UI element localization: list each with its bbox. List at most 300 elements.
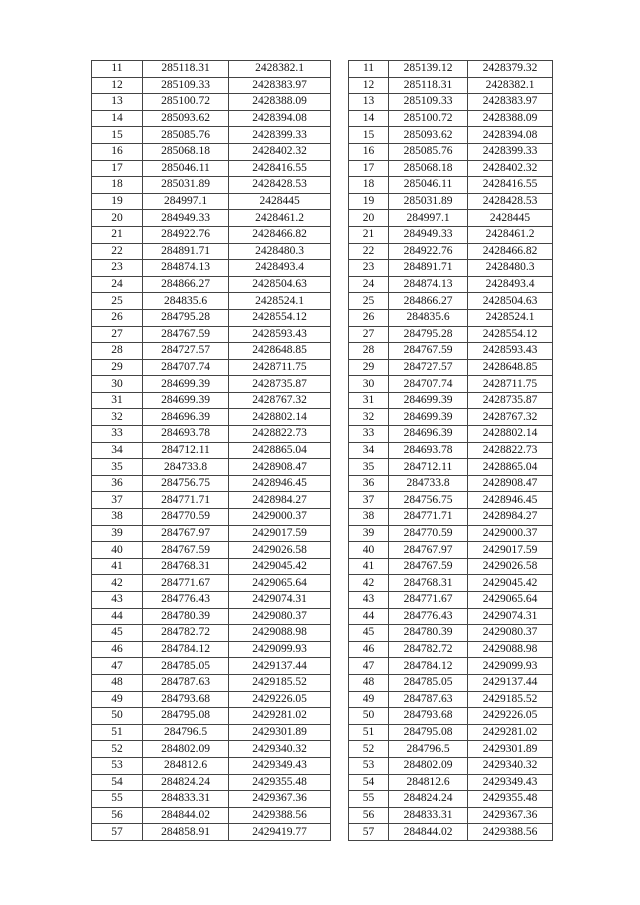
y-coordinate-cell: 2428428.53 [468, 193, 553, 210]
point-number-cell: 44 [349, 608, 389, 625]
x-coordinate-cell: 284795.28 [142, 309, 228, 326]
point-number-cell: 50 [92, 708, 143, 725]
table-row [92, 61, 331, 78]
table-row [349, 326, 553, 343]
x-coordinate-cell: 284795.28 [389, 326, 468, 343]
point-number-cell: 45 [92, 625, 143, 642]
x-coordinate-cell: 284776.43 [142, 592, 228, 609]
point-number-cell: 15 [92, 127, 143, 144]
y-coordinate-cell: 2429088.98 [468, 641, 553, 658]
x-coordinate-cell: 285046.11 [389, 177, 468, 194]
y-coordinate-cell: 2428711.75 [468, 376, 553, 393]
point-number-cell: 21 [349, 226, 389, 243]
point-number-cell: 36 [92, 475, 143, 492]
table-row [349, 525, 553, 542]
table-row [349, 376, 553, 393]
table-row [92, 110, 331, 127]
x-coordinate-cell: 284727.57 [389, 359, 468, 376]
table-row [92, 326, 331, 343]
y-coordinate-cell: 2429099.93 [468, 658, 553, 675]
x-coordinate-cell: 284733.8 [142, 459, 228, 476]
y-coordinate-cell: 2429349.43 [468, 774, 553, 791]
y-coordinate-cell: 2428908.47 [468, 475, 553, 492]
y-coordinate-cell: 2428383.97 [468, 94, 553, 111]
y-coordinate-cell: 2428711.75 [229, 359, 331, 376]
y-coordinate-cell: 2428554.12 [229, 309, 331, 326]
x-coordinate-cell: 284785.05 [142, 658, 228, 675]
table-row [349, 110, 553, 127]
point-number-cell: 19 [349, 193, 389, 210]
x-coordinate-cell: 284767.59 [142, 326, 228, 343]
y-coordinate-cell: 2428402.32 [468, 160, 553, 177]
x-coordinate-cell: 285093.62 [142, 110, 228, 127]
y-coordinate-cell: 2428504.63 [468, 293, 553, 310]
table-row [92, 376, 331, 393]
point-number-cell: 47 [349, 658, 389, 675]
table-row [92, 741, 331, 758]
point-number-cell: 49 [349, 691, 389, 708]
x-coordinate-cell: 284756.75 [142, 475, 228, 492]
point-number-cell: 24 [92, 276, 143, 293]
point-number-cell: 55 [92, 791, 143, 808]
x-coordinate-cell: 284771.71 [142, 492, 228, 509]
table-row [92, 558, 331, 575]
x-coordinate-cell: 284874.13 [142, 260, 228, 277]
point-number-cell: 42 [92, 575, 143, 592]
point-number-cell: 32 [92, 409, 143, 426]
point-number-cell: 37 [92, 492, 143, 509]
y-coordinate-cell: 2428493.4 [468, 276, 553, 293]
x-coordinate-cell: 285031.89 [389, 193, 468, 210]
x-coordinate-cell: 284949.33 [389, 226, 468, 243]
x-coordinate-cell: 284767.59 [389, 343, 468, 360]
point-number-cell: 25 [92, 293, 143, 310]
table-row [92, 824, 331, 841]
table-row [92, 509, 331, 526]
x-coordinate-cell: 284795.08 [389, 724, 468, 741]
table-row [92, 309, 331, 326]
table-row [349, 260, 553, 277]
table-row [349, 359, 553, 376]
x-coordinate-cell: 284767.59 [142, 542, 228, 559]
x-coordinate-cell: 284866.27 [389, 293, 468, 310]
table-row [349, 309, 553, 326]
y-coordinate-cell: 2429301.89 [468, 741, 553, 758]
table-row [92, 459, 331, 476]
y-coordinate-cell: 2428416.55 [229, 160, 331, 177]
x-coordinate-cell: 284712.11 [142, 442, 228, 459]
point-number-cell: 32 [349, 409, 389, 426]
point-number-cell: 28 [349, 343, 389, 360]
x-coordinate-cell: 284891.71 [142, 243, 228, 260]
x-coordinate-cell: 284997.1 [142, 193, 228, 210]
y-coordinate-cell: 2428445 [229, 193, 331, 210]
x-coordinate-cell: 284858.91 [142, 824, 228, 841]
table-row [92, 807, 331, 824]
x-coordinate-cell: 284707.74 [142, 359, 228, 376]
table-row [92, 575, 331, 592]
x-coordinate-cell: 284693.78 [389, 442, 468, 459]
point-number-cell: 18 [349, 177, 389, 194]
table-row [349, 276, 553, 293]
point-number-cell: 19 [92, 193, 143, 210]
table-row [92, 392, 331, 409]
y-coordinate-cell: 2429226.05 [229, 691, 331, 708]
x-coordinate-cell: 284824.24 [142, 774, 228, 791]
table-row [92, 260, 331, 277]
table-row [349, 442, 553, 459]
y-coordinate-cell: 2428984.27 [229, 492, 331, 509]
table-row [349, 824, 553, 841]
x-coordinate-cell: 284699.39 [389, 392, 468, 409]
x-coordinate-cell: 284784.12 [389, 658, 468, 675]
y-coordinate-cell: 2428394.08 [468, 127, 553, 144]
y-coordinate-cell: 2429340.32 [468, 757, 553, 774]
x-coordinate-cell: 285093.62 [389, 127, 468, 144]
y-coordinate-cell: 2428908.47 [229, 459, 331, 476]
y-coordinate-cell: 2428648.85 [468, 359, 553, 376]
point-number-cell: 20 [92, 210, 143, 227]
y-coordinate-cell: 2428382.1 [468, 77, 553, 94]
y-coordinate-cell: 2428802.14 [468, 426, 553, 443]
y-coordinate-cell: 2428735.87 [468, 392, 553, 409]
y-coordinate-cell: 2429137.44 [229, 658, 331, 675]
x-coordinate-cell: 284780.39 [142, 608, 228, 625]
x-coordinate-cell: 284782.72 [142, 625, 228, 642]
x-coordinate-cell: 284844.02 [142, 807, 228, 824]
table-row [92, 774, 331, 791]
y-coordinate-cell: 2428416.55 [468, 177, 553, 194]
point-number-cell: 39 [349, 525, 389, 542]
table-row [349, 475, 553, 492]
point-number-cell: 27 [92, 326, 143, 343]
y-coordinate-cell: 2429000.37 [468, 525, 553, 542]
y-coordinate-cell: 2429355.48 [468, 791, 553, 808]
table-row [349, 210, 553, 227]
point-number-cell: 48 [92, 674, 143, 691]
point-number-cell: 34 [349, 442, 389, 459]
table-row [349, 177, 553, 194]
point-number-cell: 46 [349, 641, 389, 658]
x-coordinate-cell: 284756.75 [389, 492, 468, 509]
y-coordinate-cell: 2428504.63 [229, 276, 331, 293]
x-coordinate-cell: 284707.74 [389, 376, 468, 393]
table-row [349, 691, 553, 708]
table-row [92, 641, 331, 658]
x-coordinate-cell: 284833.31 [142, 791, 228, 808]
point-number-cell: 41 [349, 558, 389, 575]
y-coordinate-cell: 2429349.43 [229, 757, 331, 774]
x-coordinate-cell: 284793.68 [142, 691, 228, 708]
point-number-cell: 46 [92, 641, 143, 658]
y-coordinate-cell: 2428946.45 [468, 492, 553, 509]
y-coordinate-cell: 2428593.43 [468, 343, 553, 360]
x-coordinate-cell: 284997.1 [389, 210, 468, 227]
y-coordinate-cell: 2428394.08 [229, 110, 331, 127]
point-number-cell: 18 [92, 177, 143, 194]
table-row [349, 774, 553, 791]
x-coordinate-cell: 285046.11 [142, 160, 228, 177]
table-row [349, 392, 553, 409]
table-row [92, 492, 331, 509]
table-row [349, 674, 553, 691]
table-row [92, 193, 331, 210]
point-number-cell: 27 [349, 326, 389, 343]
y-coordinate-cell: 2428445 [468, 210, 553, 227]
table-row [92, 127, 331, 144]
point-number-cell: 14 [349, 110, 389, 127]
x-coordinate-cell: 284699.39 [142, 376, 228, 393]
table-row [349, 641, 553, 658]
table-row [92, 343, 331, 360]
point-number-cell: 13 [349, 94, 389, 111]
x-coordinate-cell: 284782.72 [389, 641, 468, 658]
y-coordinate-cell: 2428493.4 [229, 260, 331, 277]
table-row [349, 592, 553, 609]
point-number-cell: 11 [349, 61, 389, 78]
table-row [349, 61, 553, 78]
y-coordinate-cell: 2429367.36 [468, 807, 553, 824]
y-coordinate-cell: 2428984.27 [468, 509, 553, 526]
point-number-cell: 17 [349, 160, 389, 177]
table-row [349, 509, 553, 526]
left-coordinate-table [91, 60, 331, 841]
x-coordinate-cell: 285085.76 [389, 143, 468, 160]
x-coordinate-cell: 284785.05 [389, 674, 468, 691]
table-row [92, 625, 331, 642]
x-coordinate-cell: 285109.33 [389, 94, 468, 111]
point-number-cell: 45 [349, 625, 389, 642]
point-number-cell: 31 [349, 392, 389, 409]
y-coordinate-cell: 2429281.02 [229, 708, 331, 725]
x-coordinate-cell: 284812.6 [389, 774, 468, 791]
table-row [92, 143, 331, 160]
table-row [92, 658, 331, 675]
x-coordinate-cell: 285068.18 [389, 160, 468, 177]
x-coordinate-cell: 284699.39 [389, 409, 468, 426]
table-row [92, 359, 331, 376]
y-coordinate-cell: 2429065.64 [229, 575, 331, 592]
x-coordinate-cell: 285118.31 [142, 61, 228, 78]
y-coordinate-cell: 2429045.42 [468, 575, 553, 592]
y-coordinate-cell: 2428480.3 [468, 260, 553, 277]
point-number-cell: 57 [349, 824, 389, 841]
point-number-cell: 49 [92, 691, 143, 708]
x-coordinate-cell: 284693.78 [142, 426, 228, 443]
x-coordinate-cell: 284787.63 [142, 674, 228, 691]
point-number-cell: 34 [92, 442, 143, 459]
table-row [92, 592, 331, 609]
point-number-cell: 56 [92, 807, 143, 824]
table-row [349, 426, 553, 443]
y-coordinate-cell: 2429281.02 [468, 724, 553, 741]
y-coordinate-cell: 2429419.77 [229, 824, 331, 841]
table-row [92, 525, 331, 542]
point-number-cell: 50 [349, 708, 389, 725]
point-number-cell: 26 [349, 309, 389, 326]
table-row [92, 791, 331, 808]
x-coordinate-cell: 284780.39 [389, 625, 468, 642]
x-coordinate-cell: 284795.08 [142, 708, 228, 725]
point-number-cell: 56 [349, 807, 389, 824]
y-coordinate-cell: 2429080.37 [229, 608, 331, 625]
table-row [349, 625, 553, 642]
y-coordinate-cell: 2428461.2 [468, 226, 553, 243]
table-row [92, 757, 331, 774]
x-coordinate-cell: 285109.33 [142, 77, 228, 94]
y-coordinate-cell: 2429388.56 [468, 824, 553, 841]
table-row [92, 442, 331, 459]
y-coordinate-cell: 2428767.32 [468, 409, 553, 426]
table-row [92, 426, 331, 443]
table-row [349, 127, 553, 144]
point-number-cell: 53 [92, 757, 143, 774]
point-number-cell: 51 [92, 724, 143, 741]
y-coordinate-cell: 2428865.04 [229, 442, 331, 459]
x-coordinate-cell: 284949.33 [142, 210, 228, 227]
table-row [349, 757, 553, 774]
table-row [92, 608, 331, 625]
point-number-cell: 47 [92, 658, 143, 675]
y-coordinate-cell: 2429099.93 [229, 641, 331, 658]
point-number-cell: 52 [349, 741, 389, 758]
table-row [349, 143, 553, 160]
y-coordinate-cell: 2428802.14 [229, 409, 331, 426]
point-number-cell: 30 [349, 376, 389, 393]
table-row [92, 177, 331, 194]
x-coordinate-cell: 285068.18 [142, 143, 228, 160]
point-number-cell: 54 [349, 774, 389, 791]
y-coordinate-cell: 2428382.1 [229, 61, 331, 78]
y-coordinate-cell: 2429074.31 [229, 592, 331, 609]
table-row [349, 558, 553, 575]
point-number-cell: 43 [349, 592, 389, 609]
y-coordinate-cell: 2428593.43 [229, 326, 331, 343]
point-number-cell: 57 [92, 824, 143, 841]
x-coordinate-cell: 285031.89 [142, 177, 228, 194]
point-number-cell: 39 [92, 525, 143, 542]
table-row [92, 293, 331, 310]
x-coordinate-cell: 284812.6 [142, 757, 228, 774]
y-coordinate-cell: 2429226.05 [468, 708, 553, 725]
y-coordinate-cell: 2429185.52 [468, 691, 553, 708]
point-number-cell: 14 [92, 110, 143, 127]
point-number-cell: 28 [92, 343, 143, 360]
x-coordinate-cell: 284733.8 [389, 475, 468, 492]
point-number-cell: 12 [349, 77, 389, 94]
point-number-cell: 20 [349, 210, 389, 227]
point-number-cell: 24 [349, 276, 389, 293]
y-coordinate-cell: 2429074.31 [468, 608, 553, 625]
x-coordinate-cell: 284835.6 [142, 293, 228, 310]
point-number-cell: 22 [92, 243, 143, 260]
table-row [349, 741, 553, 758]
table-row [92, 674, 331, 691]
y-coordinate-cell: 2429355.48 [229, 774, 331, 791]
point-number-cell: 38 [92, 509, 143, 526]
y-coordinate-cell: 2429026.58 [468, 558, 553, 575]
table-row [92, 708, 331, 725]
point-number-cell: 21 [92, 226, 143, 243]
x-coordinate-cell: 284770.59 [142, 509, 228, 526]
x-coordinate-cell: 284796.5 [142, 724, 228, 741]
y-coordinate-cell: 2429045.42 [229, 558, 331, 575]
point-number-cell: 29 [349, 359, 389, 376]
x-coordinate-cell: 284835.6 [389, 309, 468, 326]
table-row [92, 691, 331, 708]
point-number-cell: 25 [349, 293, 389, 310]
table-row [349, 94, 553, 111]
x-coordinate-cell: 284802.09 [142, 741, 228, 758]
x-coordinate-cell: 284922.76 [142, 226, 228, 243]
x-coordinate-cell: 284844.02 [389, 824, 468, 841]
table-row [349, 77, 553, 94]
table-row [349, 791, 553, 808]
y-coordinate-cell: 2429301.89 [229, 724, 331, 741]
x-coordinate-cell: 285100.72 [389, 110, 468, 127]
table-row [92, 243, 331, 260]
point-number-cell: 30 [92, 376, 143, 393]
table-row [349, 492, 553, 509]
y-coordinate-cell: 2428648.85 [229, 343, 331, 360]
table-row [349, 708, 553, 725]
y-coordinate-cell: 2428865.04 [468, 459, 553, 476]
point-number-cell: 23 [349, 260, 389, 277]
table-row [92, 724, 331, 741]
table-row [349, 608, 553, 625]
point-number-cell: 40 [92, 542, 143, 559]
point-number-cell: 29 [92, 359, 143, 376]
point-number-cell: 26 [92, 309, 143, 326]
y-coordinate-cell: 2428383.97 [229, 77, 331, 94]
point-number-cell: 36 [349, 475, 389, 492]
y-coordinate-cell: 2428524.1 [229, 293, 331, 310]
x-coordinate-cell: 284771.67 [142, 575, 228, 592]
table-row [349, 542, 553, 559]
table-row [349, 459, 553, 476]
point-number-cell: 44 [92, 608, 143, 625]
x-coordinate-cell: 284767.59 [389, 558, 468, 575]
y-coordinate-cell: 2429185.52 [229, 674, 331, 691]
point-number-cell: 13 [92, 94, 143, 111]
point-number-cell: 16 [92, 143, 143, 160]
y-coordinate-cell: 2429088.98 [229, 625, 331, 642]
x-coordinate-cell: 284824.24 [389, 791, 468, 808]
left-table-body [92, 61, 331, 841]
point-number-cell: 23 [92, 260, 143, 277]
y-coordinate-cell: 2428946.45 [229, 475, 331, 492]
x-coordinate-cell: 284787.63 [389, 691, 468, 708]
y-coordinate-cell: 2429080.37 [468, 625, 553, 642]
y-coordinate-cell: 2429000.37 [229, 509, 331, 526]
x-coordinate-cell: 284833.31 [389, 807, 468, 824]
x-coordinate-cell: 284776.43 [389, 608, 468, 625]
x-coordinate-cell: 284770.59 [389, 525, 468, 542]
table-row [92, 542, 331, 559]
y-coordinate-cell: 2428466.82 [468, 243, 553, 260]
table-row [349, 193, 553, 210]
point-number-cell: 54 [92, 774, 143, 791]
y-coordinate-cell: 2428524.1 [468, 309, 553, 326]
x-coordinate-cell: 284696.39 [389, 426, 468, 443]
y-coordinate-cell: 2428466.82 [229, 226, 331, 243]
table-row [92, 276, 331, 293]
y-coordinate-cell: 2428822.73 [468, 442, 553, 459]
x-coordinate-cell: 284767.97 [389, 542, 468, 559]
x-coordinate-cell: 284771.71 [389, 509, 468, 526]
table-row [92, 160, 331, 177]
table-row [92, 94, 331, 111]
